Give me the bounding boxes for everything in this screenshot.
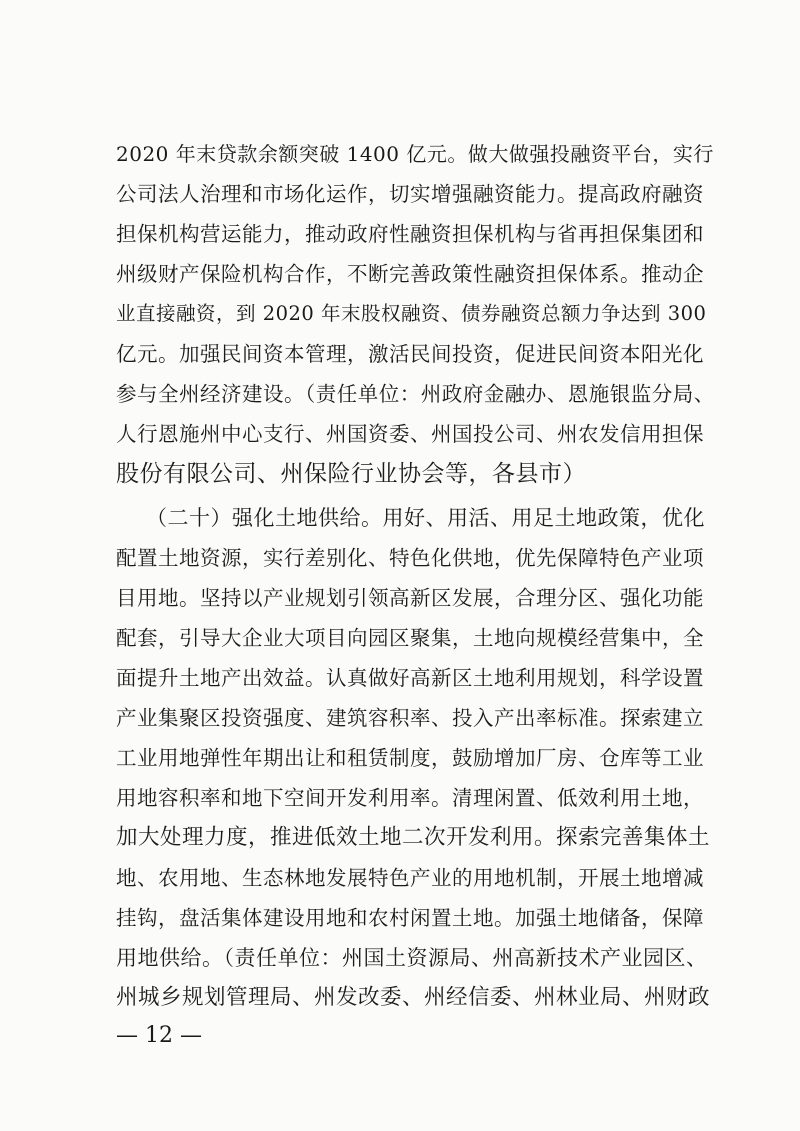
text-line: 2020 年末贷款余额突破 1400 亿元。做大做强投融资平台，实行: [116, 142, 714, 166]
section-heading-line: （二十）强化土地供给。用好、用活、用足土地政策，优化: [146, 506, 705, 530]
page-number: — 12 —: [116, 1023, 202, 1048]
text-line: 工业用地弹性年期出让和租赁制度，鼓励增加厂房、仓库等工业: [116, 746, 704, 770]
text-line: 亿元。加强民间资本管理，激活民间投资，促进民间资本阳光化: [116, 342, 704, 366]
text-line: 挂钩，盘活集体建设用地和农村闲置土地。加强土地储备，保障: [116, 906, 704, 930]
text-line: 担保机构营运能力，推动政府性融资担保机构与省再担保集团和: [116, 222, 704, 246]
text-line: 产业集聚区投资强度、建筑容积率、投入产出率标准。探索建立: [116, 706, 704, 730]
text-line: 业直接融资，到 2020 年末股权融资、债券融资总额力争达到 300: [116, 302, 707, 325]
text-line: 人行恩施州中心支行、州国资委、州国投公司、州农发信用担保: [116, 422, 704, 446]
text-line: 参与全州经济建设。（责任单位：州政府金融办、恩施银监分局、: [116, 382, 715, 406]
text-line: 用地容积率和地下空间开发利用率。清理闲置、低效利用土地，: [116, 786, 704, 810]
text-line: 面提升土地产出效益。认真做好高新区土地利用规划，科学设置: [116, 666, 704, 690]
text-line: 目用地。坚持以产业规划引领高新区发展，合理分区、强化功能: [116, 586, 704, 610]
text-line: 配套，引导大企业大项目向园区聚集，土地向规模经营集中，全: [116, 626, 704, 650]
text-line: 配置土地资源，实行差别化、特色化供地，优先保障特色产业项: [116, 546, 704, 570]
text-line: 州级财产保险机构合作，不断完善政策性融资担保体系。推动企: [116, 262, 704, 286]
text-line: 州城乡规划管理局、州发改委、州经信委、州林业局、州财政: [116, 985, 711, 1010]
text-line: 地、农用地、生态林地发展特色产业的用地机制，开展土地增减: [116, 866, 704, 890]
text-line: 加大处理力度，推进低效土地二次开发利用。探索完善集体土: [116, 825, 711, 850]
text-line: 股份有限公司、州保险行业协会等，各县市）: [116, 461, 586, 487]
text-line: 公司法人治理和市场化运作，切实增强融资能力。提高政府融资: [116, 182, 704, 206]
text-line: 用地供给。（责任单位：州国土资源局、州高新技术产业园区、: [116, 946, 708, 970]
